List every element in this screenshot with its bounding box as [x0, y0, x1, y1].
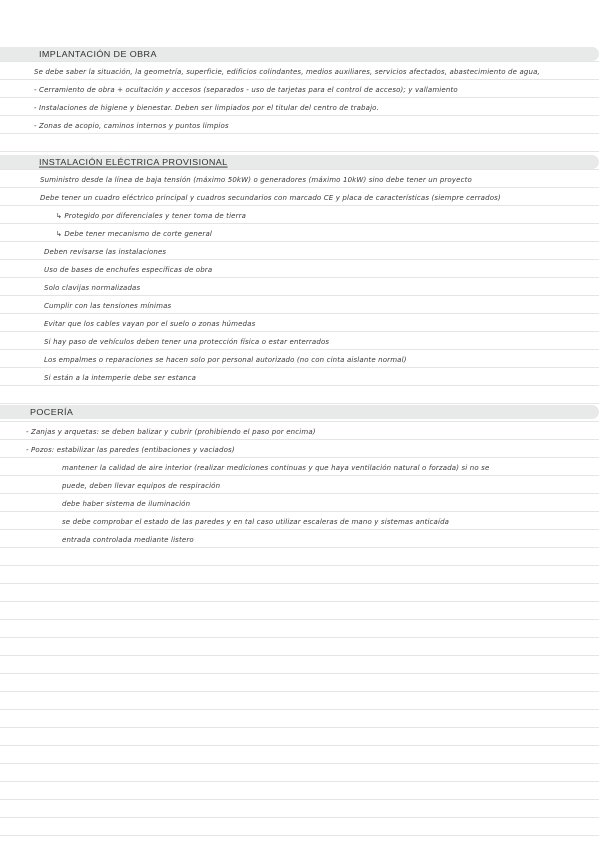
text-line: - Zonas de acopio, caminos internos y puntos limpios — [34, 122, 229, 130]
text-line: ↳ Debe tener mecanismo de corte general — [56, 230, 212, 238]
text-line: entrada controlada mediante listero — [62, 536, 194, 544]
text-line: se debe comprobar el estado de las paredes y en tal caso utilizar escaleras de mano y sistemas anticaída — [62, 518, 450, 526]
text-line: - Pozos: estabilizar las paredes (entibaciones y vaciados) — [26, 446, 235, 454]
text-line: Debe tener un cuadro eléctrico principal y cuadros secundarios con marcado CE y placa de características (siempre cerrados) — [40, 194, 501, 202]
text-line: Se debe saber la situación, la geometría, superficie, edificios colindantes, medios auxiliares, servicios afectados, abastecimiento de agua, — [34, 68, 540, 76]
text-line: Suministro desde la línea de baja tensión (máximo 50kW) o generadores (máximo 10kW) sino debe tener un proyecto — [40, 176, 472, 184]
text-line: Cumplir con las tensiones mínimas — [44, 302, 172, 310]
text-line: mantener la calidad de aire interior (realizar mediciones continuas y que haya ventilación natural o forzada) si no se — [62, 464, 490, 472]
text-line: Deben revisarse las instalaciones — [44, 248, 167, 256]
text-line: Si hay paso de vehículos deben tener una protección física o estar enterrados — [44, 338, 330, 346]
section-heading-instalacion-electrica: INSTALACIÓN ELÉCTRICA PROVISIONAL — [39, 157, 228, 167]
text-line: - Zanjas y arquetas: se deben balizar y cubrir (prohibiendo el paso por encima) — [26, 428, 316, 436]
text-line: puede, deben llevar equipos de respiración — [62, 482, 221, 490]
text-line: Evitar que los cables vayan por el suelo o zonas húmedas — [44, 320, 256, 328]
section-band-poceria — [0, 405, 599, 419]
text-line: Solo clavijas normalizadas — [44, 284, 141, 292]
text-line: Uso de bases de enchufes específicas de obra — [44, 266, 213, 274]
section-heading-implantacion: IMPLANTACIÓN DE OBRA — [39, 49, 157, 59]
text-line: - Cerramiento de obra + ocultación y accesos (separados - uso de tarjetas para el control de acceso); y vallamiento — [34, 86, 458, 94]
text-line: ↳ Protegido por diferenciales y tener toma de tierra — [56, 212, 247, 220]
text-line: debe haber sistema de iluminación — [62, 500, 191, 508]
text-line: Si están a la intemperie debe ser estanca — [44, 374, 197, 382]
text-line: - Instalaciones de higiene y bienestar. Deben ser limpiados por el titular del centro de trabajo. — [34, 104, 379, 112]
text-line: Los empalmes o reparaciones se hacen solo por personal autorizado (no con cinta aislante normal) — [44, 356, 407, 364]
section-heading-poceria: POCERÍA — [30, 407, 74, 417]
top-margin — [0, 0, 599, 44]
